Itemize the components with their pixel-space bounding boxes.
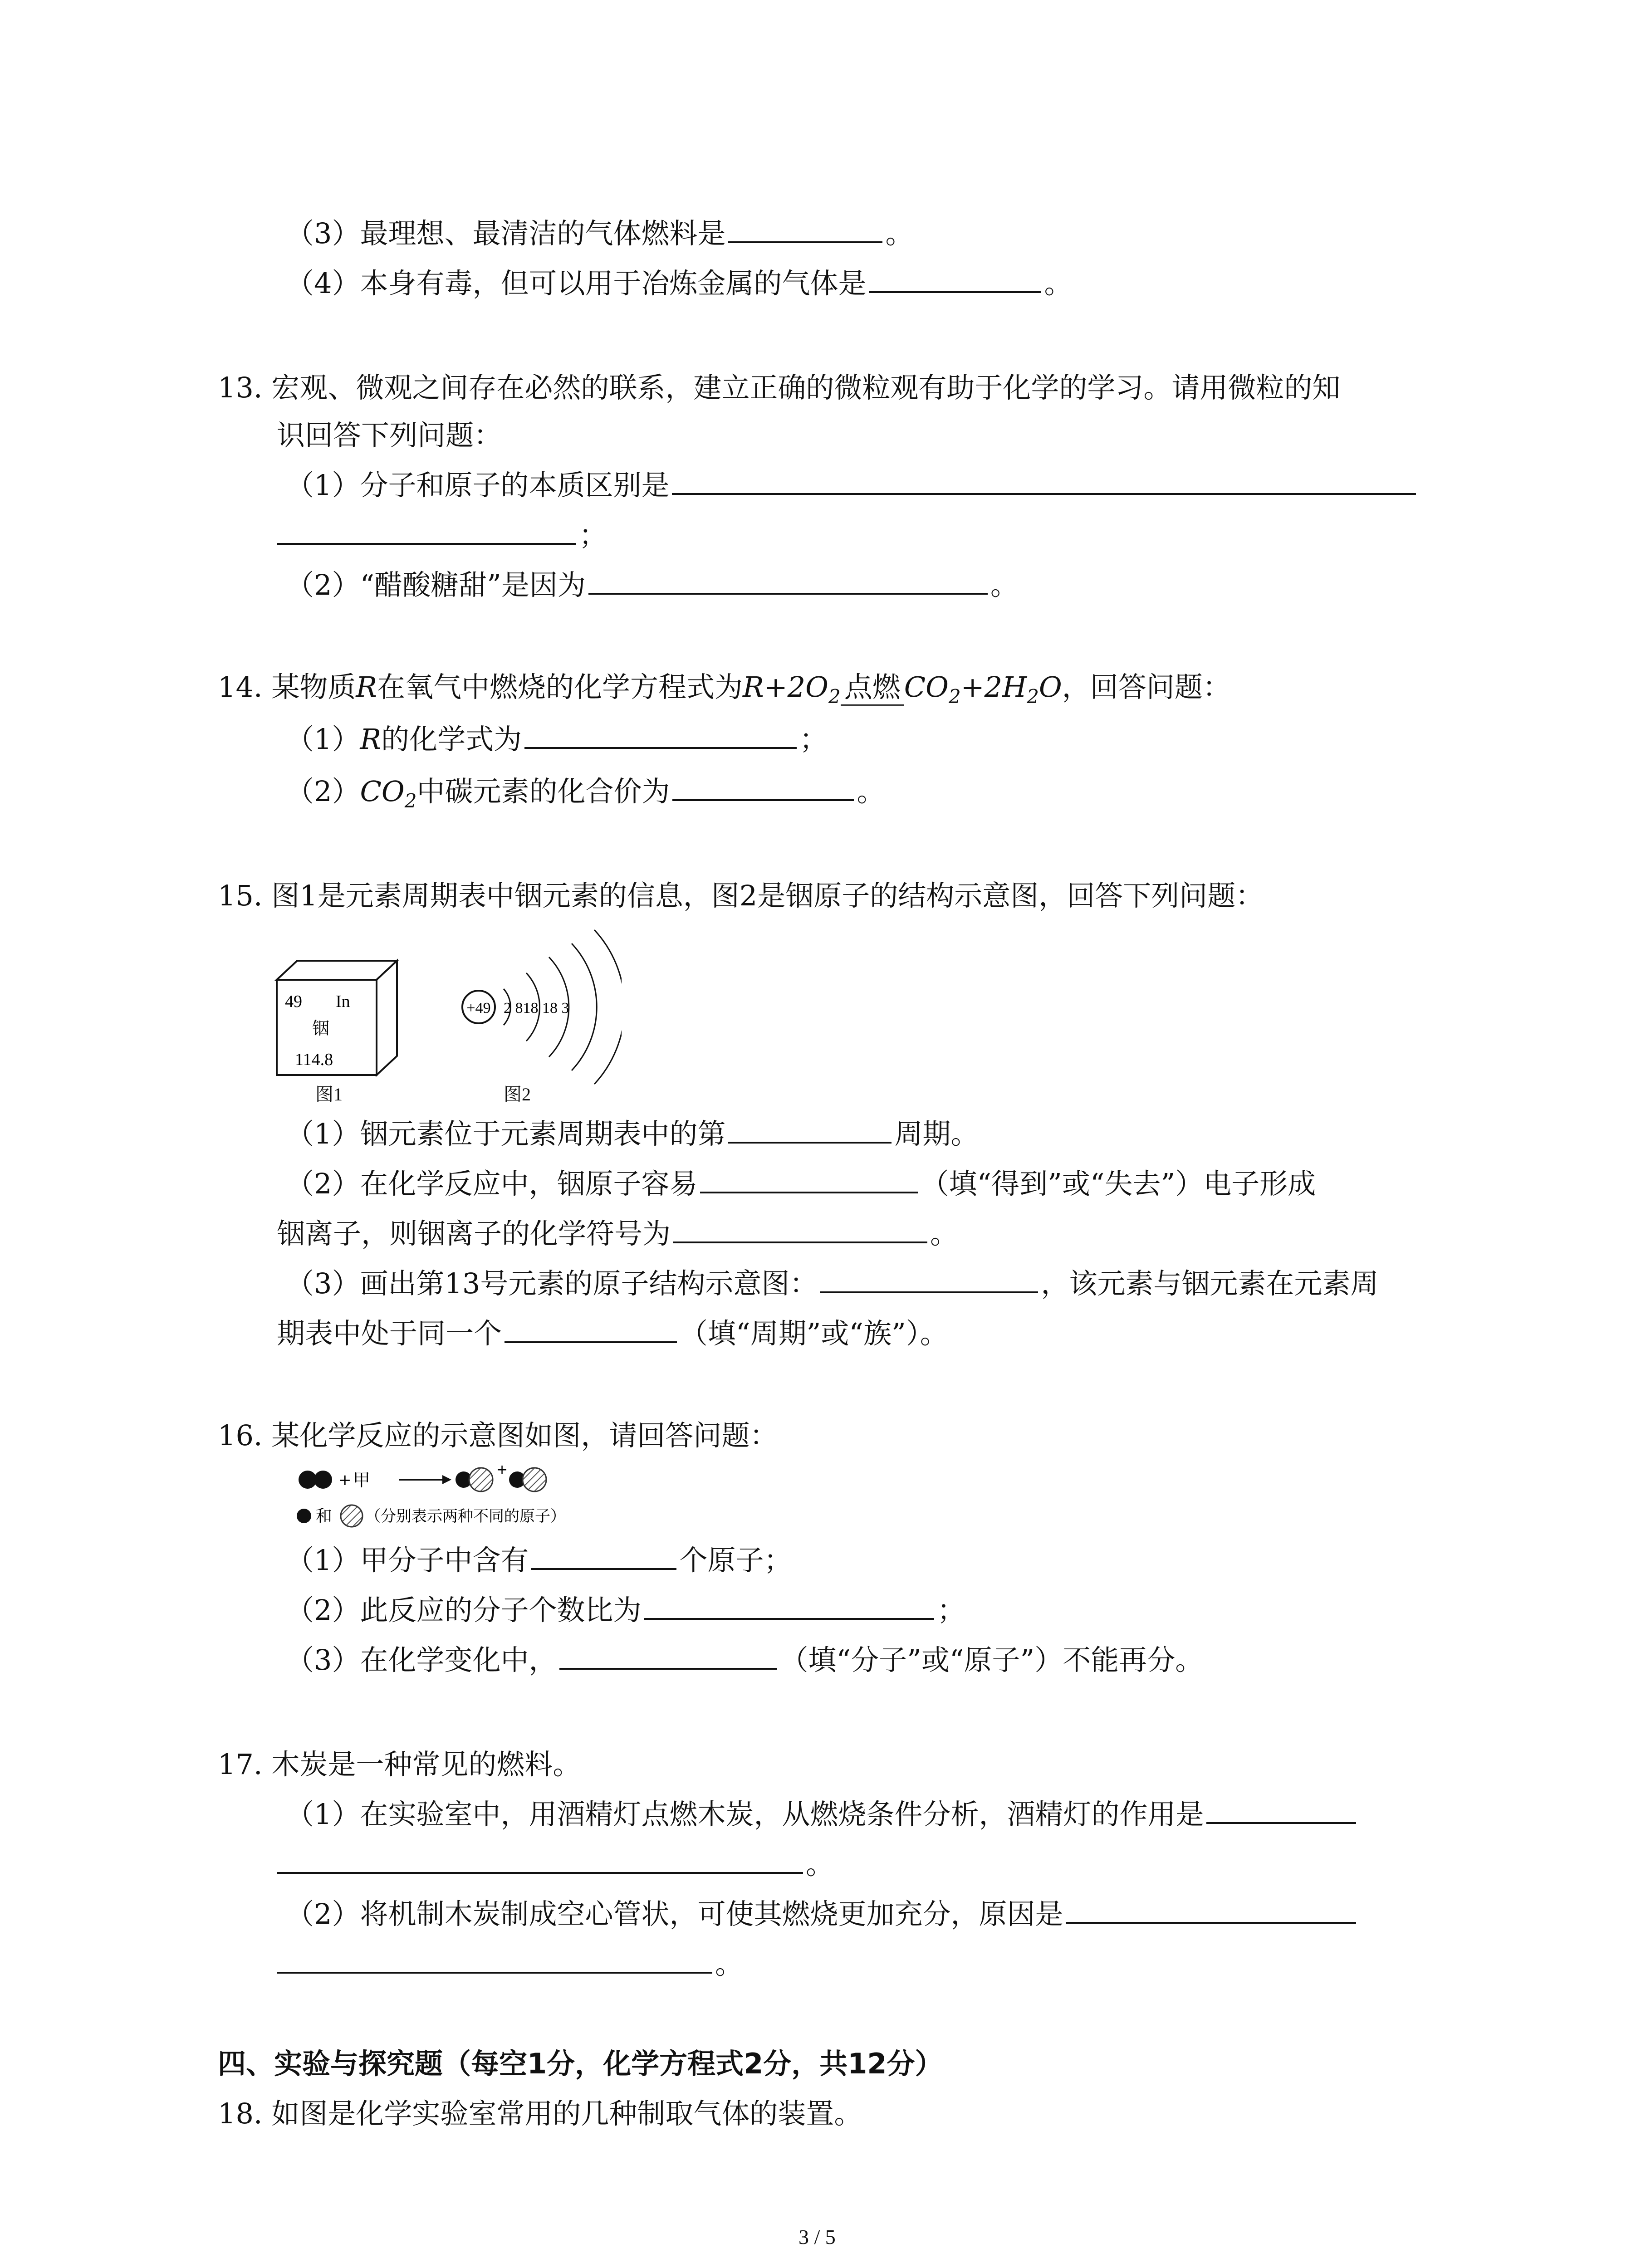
q12-part3 xyxy=(286,213,913,254)
q16-legend-and: 和 xyxy=(316,1507,333,1525)
q17-part2-text: （2）将机制木炭制成空心管状，可使其燃烧更加充分，原因是 xyxy=(286,1897,1063,1931)
q14-stem-b: 在氧气中燃烧的化学方程式为 xyxy=(377,670,743,704)
q14-number: 14. xyxy=(218,670,263,704)
q15-part1-end: 周期。 xyxy=(894,1117,979,1150)
q18-stem-text: 如图是化学实验室常用的几种制取气体的装置。 xyxy=(271,2097,862,2130)
q16-reaction-diagram xyxy=(295,1461,612,1533)
q14-stem xyxy=(218,667,1231,717)
q16-part2-text: （2）此反应的分子个数比为 xyxy=(286,1593,642,1627)
q14-r-symbol: R xyxy=(356,670,377,704)
q15-fig1-mass: 114.8 xyxy=(295,1050,333,1069)
q15-fig2-electron-counts: 2 818 18 3 xyxy=(504,1000,569,1017)
section4-title: 四、实验与探究题（每空1分，化学方程式2分，共12分） xyxy=(218,2047,943,2080)
q14-part1-end: ； xyxy=(799,723,828,756)
q13-part1-blank[interactable] xyxy=(672,465,1416,495)
q15-part3-line2 xyxy=(277,1313,948,1354)
q15-part3-text: （3）画出第13号元素的原子结构示意图： xyxy=(286,1267,818,1300)
q17-part1-text: （1）在实验室中，用酒精灯点燃木炭，从燃烧条件分析，酒精灯的作用是 xyxy=(286,1798,1204,1831)
q13-part2 xyxy=(286,565,1019,606)
q12-part4-text: （4）本身有毒，但可以用于冶炼金属的气体是 xyxy=(286,267,867,300)
q14-equation-r2-sub: 2 xyxy=(1027,685,1039,708)
q14-part2-sub: 2 xyxy=(404,790,417,812)
q15-figure2-atom-structure xyxy=(458,925,622,1089)
q13-part2-text: （2）“醋酸糖甜”是因为 xyxy=(286,568,586,601)
hatched-atom-icon xyxy=(469,1468,493,1491)
q15-part3-mid: ，该元素与铟元素在元素周 xyxy=(1041,1267,1379,1300)
q13-part1-line2 xyxy=(277,515,607,556)
q12-part4 xyxy=(286,263,1072,304)
q15-stem-text: 图1是元素周期表中铟元素的信息，图2是铟原子的结构示意图，回答下列问题： xyxy=(271,879,1264,912)
q15-part3-blank2[interactable] xyxy=(505,1313,677,1343)
q15-figure1-element-cube xyxy=(272,957,408,1080)
q14-part2 xyxy=(286,771,885,821)
q17-part1 xyxy=(286,1794,1359,1835)
q14-stem-c: ，回答问题： xyxy=(1062,670,1231,704)
q15-part3-line2-text: 期表中处于同一个 xyxy=(277,1317,502,1350)
q17-part1-end: 。 xyxy=(806,1848,834,1881)
q16-legend-note: （分别表示两种不同的原子） xyxy=(365,1507,566,1525)
q14-part2-end: 。 xyxy=(857,775,885,808)
q15-fig1-symbol: In xyxy=(336,992,350,1011)
q17-part2 xyxy=(286,1894,1359,1935)
q15-part2-line2-text: 铟离子，则铟离子的化学符号为 xyxy=(277,1217,671,1250)
q13-part1-text: （1）分子和原子的本质区别是 xyxy=(286,469,670,502)
q16-part3 xyxy=(286,1640,1203,1681)
q15-fig1-name: 铟 xyxy=(312,1018,330,1038)
q17-part2-blank[interactable] xyxy=(1066,1894,1356,1924)
q16-plus-1: + xyxy=(338,1471,352,1489)
q17-part2-line2 xyxy=(277,1944,743,1984)
q16-part1-text: （1）甲分子中含有 xyxy=(286,1544,529,1577)
q16-stem-text: 某化学反应的示意图如图，请回答问题： xyxy=(271,1419,778,1452)
q16-plus-2: + xyxy=(496,1462,508,1478)
q12-part4-blank[interactable] xyxy=(869,263,1041,293)
q14-part2-co: CO xyxy=(360,775,405,808)
q14-part2-text: 中碳元素的化合价为 xyxy=(416,775,670,808)
q16-part3-text: （3）在化学变化中， xyxy=(286,1643,557,1677)
q15-part2-text: （2）在化学反应中，铟原子容易 xyxy=(286,1167,698,1200)
q14-equation-r1-sub: 2 xyxy=(948,685,961,708)
q16-part1 xyxy=(286,1540,792,1581)
q16-part1-end: 个原子； xyxy=(679,1544,792,1577)
q16-part1-blank[interactable] xyxy=(531,1540,676,1570)
q14-equation-left-sub: 2 xyxy=(828,685,841,708)
q18-number: 18. xyxy=(218,2097,263,2130)
q16-part2-blank[interactable] xyxy=(644,1590,934,1620)
q13-part2-end: 。 xyxy=(990,568,1019,601)
legend-hatched-atom-icon xyxy=(341,1505,362,1527)
q16-stem xyxy=(218,1415,778,1456)
q15-part3-end: （填“周期”或“族”）。 xyxy=(680,1317,948,1350)
q15-part2-mid: （填“得到”或“失去”）电子形成 xyxy=(921,1167,1316,1200)
q14-part2-blank[interactable] xyxy=(672,771,854,801)
q17-stem-text: 木炭是一种常见的燃料。 xyxy=(271,1748,581,1781)
q15-part2-end: 。 xyxy=(930,1217,959,1250)
q14-equation-r1: CO xyxy=(904,670,949,704)
q13-part1-blank-line2[interactable] xyxy=(277,515,576,545)
q17-stem xyxy=(218,1744,581,1785)
q14-part2-prefix: （2） xyxy=(286,775,360,808)
q15-part1-blank[interactable] xyxy=(728,1114,892,1144)
q13-stem-text: 宏观、微观之间存在必然的联系，建立正确的微粒观有助于化学的学习。请用微粒的知 xyxy=(271,371,1341,404)
q14-part1-blank[interactable] xyxy=(524,719,797,749)
arrow-icon xyxy=(442,1475,451,1484)
legend-black-atom-icon xyxy=(297,1509,311,1523)
q14-part1-text: 的化学式为 xyxy=(381,723,522,756)
q14-part1-r: R xyxy=(360,723,382,756)
q15-part3 xyxy=(286,1263,1378,1304)
q14-part1-prefix: （1） xyxy=(286,723,360,756)
q14-reaction-condition: 点燃 xyxy=(841,667,904,708)
q14-stem-a: 某物质 xyxy=(271,670,356,704)
q15-part2 xyxy=(286,1163,1316,1204)
q17-part1-blank-line2[interactable] xyxy=(277,1844,803,1874)
q13-number: 13. xyxy=(218,371,263,404)
q15-part2-line2 xyxy=(277,1213,958,1254)
q16-part3-blank[interactable] xyxy=(559,1640,777,1670)
q12-part3-text: （3）最理想、最清洁的气体燃料是 xyxy=(286,217,726,250)
q13-part2-blank[interactable] xyxy=(588,565,988,595)
q17-part1-line2 xyxy=(277,1844,834,1885)
q13-stem-line1 xyxy=(218,367,1340,408)
q12-part4-end: 。 xyxy=(1044,267,1073,300)
q16-part2 xyxy=(286,1590,965,1631)
q15-number: 15. xyxy=(218,879,263,912)
q16-jia-label: 甲 xyxy=(353,1470,371,1490)
q15-part3-blank[interactable] xyxy=(820,1263,1038,1293)
q15-stem xyxy=(218,875,1264,916)
q12-part3-blank[interactable] xyxy=(728,213,882,243)
q16-number: 16. xyxy=(218,1419,263,1452)
q13-stem-line2: 识回答下列问题： xyxy=(277,419,502,452)
q16-part3-end: （填“分子”或“原子”）不能再分。 xyxy=(780,1643,1204,1677)
q14-part1 xyxy=(286,719,828,760)
q14-equation-r2: +2H xyxy=(960,670,1027,704)
q13-part1-end: ； xyxy=(579,518,607,552)
q13-part1 xyxy=(286,465,1419,506)
q14-equation-r3: O xyxy=(1038,670,1062,704)
q12-part3-end: 。 xyxy=(885,217,914,250)
q15-figure1-caption: 图1 xyxy=(315,1084,343,1105)
q15-part2-blank[interactable] xyxy=(700,1163,918,1193)
q17-part2-blank-line2[interactable] xyxy=(277,1944,712,1974)
q18-stem xyxy=(218,2093,862,2134)
q15-part2-blank2[interactable] xyxy=(673,1213,927,1243)
page-number: 3 / 5 xyxy=(798,2225,836,2248)
q14-equation-left: R+2O xyxy=(743,670,828,704)
black-atom-icon xyxy=(314,1471,332,1489)
q15-fig1-atomic-number: 49 xyxy=(285,992,302,1011)
q17-number: 17. xyxy=(218,1748,263,1781)
q15-part1 xyxy=(286,1114,979,1154)
q16-part2-end: ； xyxy=(937,1593,965,1627)
q17-part1-blank[interactable] xyxy=(1206,1794,1356,1824)
q15-fig2-nucleus: +49 xyxy=(466,1000,491,1017)
q15-part1-text: （1）铟元素位于元素周期表中的第 xyxy=(286,1117,726,1150)
hatched-atom-icon xyxy=(523,1468,546,1491)
q17-part2-end: 。 xyxy=(715,1947,744,1980)
q15-figure2-caption: 图2 xyxy=(504,1084,531,1105)
